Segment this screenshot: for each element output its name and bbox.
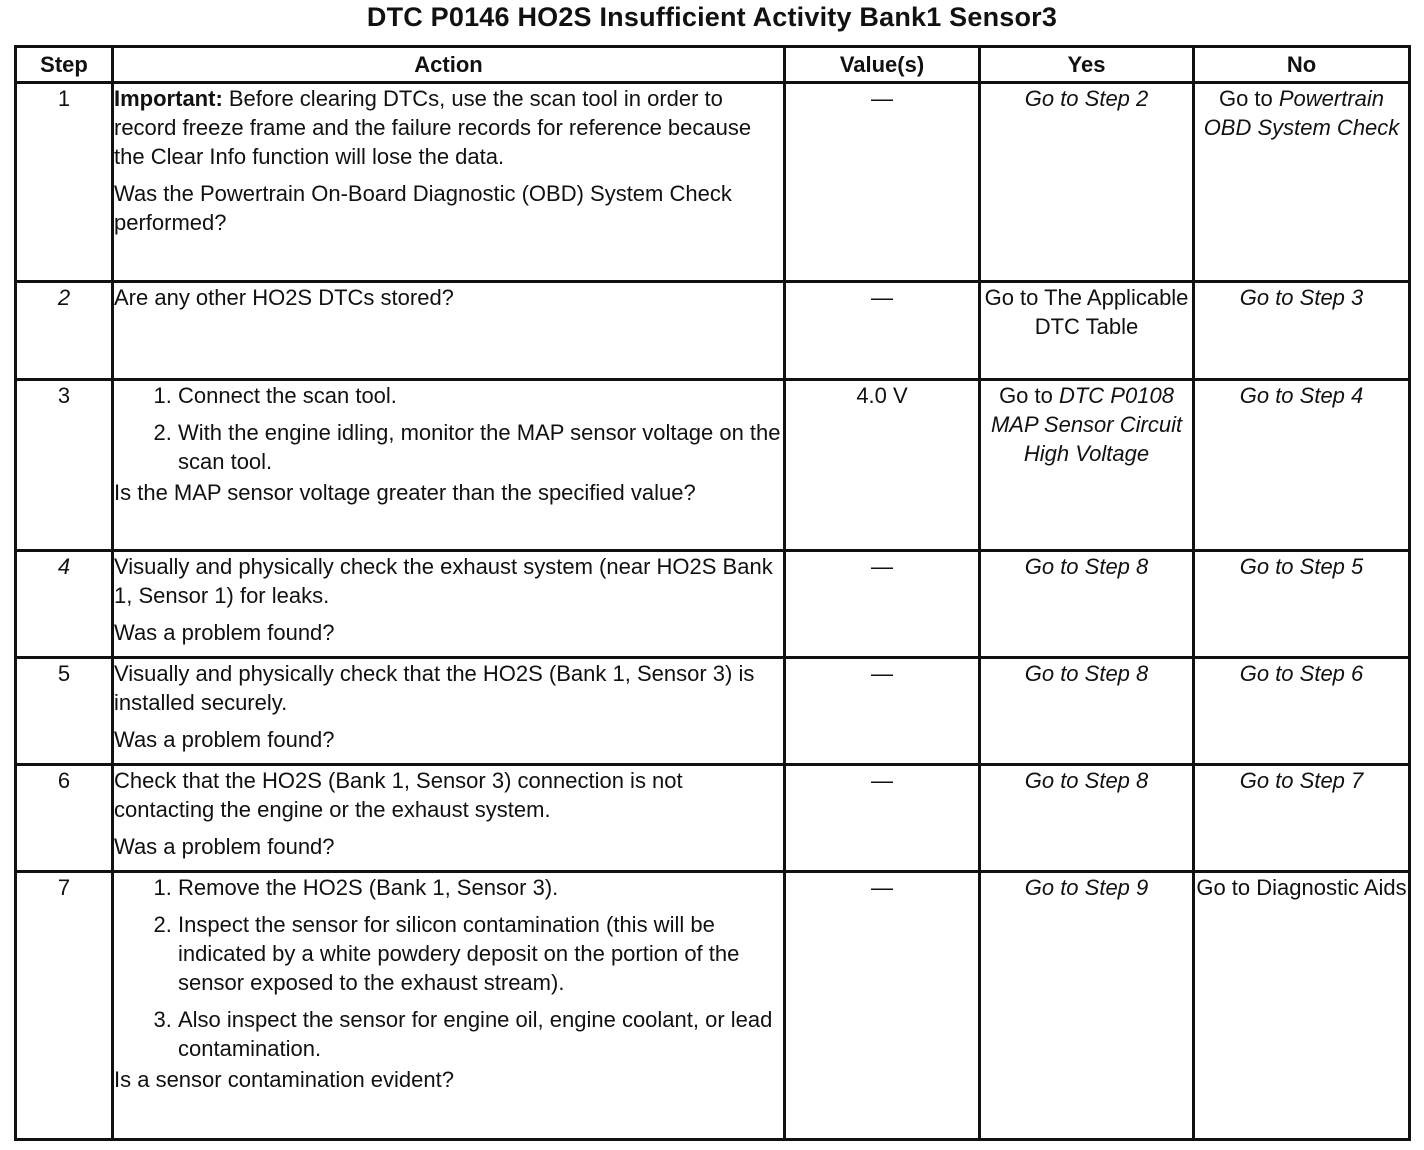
header-step: Step bbox=[16, 47, 113, 83]
yes-cell: Go to Step 9 bbox=[980, 872, 1194, 1140]
action-step-item: 1. Remove the HO2S (Bank 1, Sensor 3). bbox=[178, 873, 783, 902]
action-text: Check that the HO2S (Bank 1, Sensor 3) connection is not contacting the engine or the exhaust system. bbox=[114, 768, 683, 822]
table-row bbox=[16, 282, 1410, 380]
header-no: No bbox=[1194, 47, 1410, 83]
no-reference: Powertrain OBD System Check bbox=[1203, 86, 1400, 140]
step-number: 5 bbox=[16, 658, 113, 765]
step-number: 1 bbox=[16, 83, 113, 282]
table-row bbox=[16, 83, 1410, 282]
yes-cell: Go to Step 8 bbox=[980, 658, 1194, 765]
action-question: Was the Powertrain On-Board Diagnostic (OBD) System Check performed? bbox=[114, 181, 732, 235]
action-question: Was a problem found? bbox=[114, 620, 335, 645]
no-cell: Go to Step 3 bbox=[1194, 282, 1410, 380]
action-step-item: 1. Connect the scan tool. bbox=[178, 381, 783, 410]
action-cell bbox=[113, 658, 785, 765]
header-values: Value(s) bbox=[785, 47, 980, 83]
important-text: Before clearing DTCs, use the scan tool in order to record freeze frame and the failure records for reference because the Clear Info function will lose the data. bbox=[114, 86, 752, 169]
no-cell: Go to Step 6 bbox=[1194, 658, 1410, 765]
value-cell: — bbox=[785, 83, 980, 282]
yes-cell bbox=[980, 380, 1194, 551]
header-yes: Yes bbox=[980, 47, 1194, 83]
no-cell bbox=[1194, 83, 1410, 282]
action-cell bbox=[113, 380, 785, 551]
action-step-item: 2. With the engine idling, monitor the MAP sensor voltage on the scan tool. bbox=[178, 418, 783, 476]
yes-prefix: Go to bbox=[999, 383, 1059, 408]
important-label: Important: bbox=[114, 86, 223, 111]
action-text: Visually and physically check that the HO2S (Bank 1, Sensor 3) is installed securely. bbox=[114, 661, 755, 715]
action-cell bbox=[113, 551, 785, 658]
value-cell: — bbox=[785, 551, 980, 658]
table-row bbox=[16, 551, 1410, 658]
action-cell bbox=[113, 765, 785, 872]
step-number: 2 bbox=[16, 282, 113, 380]
yes-reference: DTC P0108 MAP Sensor Circuit High Voltage bbox=[990, 383, 1183, 466]
no-cell: Go to Step 5 bbox=[1194, 551, 1410, 658]
action-question: Are any other HO2S DTCs stored? bbox=[114, 285, 454, 310]
action-question: Is the MAP sensor voltage greater than the specified value? bbox=[114, 480, 696, 505]
step-number: 6 bbox=[16, 765, 113, 872]
header-row bbox=[16, 47, 1410, 83]
action-question: Was a problem found? bbox=[114, 727, 335, 752]
important-note bbox=[114, 84, 783, 171]
no-cell: Go to Step 7 bbox=[1194, 765, 1410, 872]
page-title: DTC P0146 HO2S Insufficient Activity Bank1 Sensor3 bbox=[366, 2, 1058, 32]
yes-cell: Go to Step 8 bbox=[980, 551, 1194, 658]
table-row bbox=[16, 658, 1410, 765]
action-cell bbox=[113, 83, 785, 282]
table-row bbox=[16, 765, 1410, 872]
diagnostic-table bbox=[14, 45, 1411, 1141]
yes-cell: Go to The Applicable DTC Table bbox=[980, 282, 1194, 380]
action-text: Visually and physically check the exhaust system (near HO2S Bank 1, Sensor 1) for leaks. bbox=[114, 554, 773, 608]
value-cell: 4.0 V bbox=[785, 380, 980, 551]
action-cell bbox=[113, 282, 785, 380]
step-number: 3 bbox=[16, 380, 113, 551]
action-question: Is a sensor contamination evident? bbox=[114, 1067, 454, 1092]
value-cell: — bbox=[785, 658, 980, 765]
table-row bbox=[16, 380, 1410, 551]
step-number: 7 bbox=[16, 872, 113, 1140]
step-number: 4 bbox=[16, 551, 113, 658]
yes-cell: Go to Step 8 bbox=[980, 765, 1194, 872]
no-cell: Go to Diagnostic Aids bbox=[1194, 872, 1410, 1140]
table-row bbox=[16, 872, 1410, 1140]
action-question: Was a problem found? bbox=[114, 834, 335, 859]
action-step-item: 2. Inspect the sensor for silicon contamination (this will be indicated by a white powdery deposit on the portion of the sensor exposed to the exhaust stream). bbox=[178, 910, 783, 997]
value-cell: — bbox=[785, 872, 980, 1140]
yes-cell: Go to Step 2 bbox=[980, 83, 1194, 282]
action-cell bbox=[113, 872, 785, 1140]
no-cell: Go to Step 4 bbox=[1194, 380, 1410, 551]
value-cell: — bbox=[785, 765, 980, 872]
no-prefix: Go to bbox=[1218, 86, 1279, 111]
action-steps bbox=[114, 873, 783, 1063]
value-cell: — bbox=[785, 282, 980, 380]
action-steps bbox=[114, 381, 783, 476]
header-action: Action bbox=[113, 47, 785, 83]
action-step-item: 3. Also inspect the sensor for engine oil, engine coolant, or lead contamination. bbox=[178, 1005, 783, 1063]
